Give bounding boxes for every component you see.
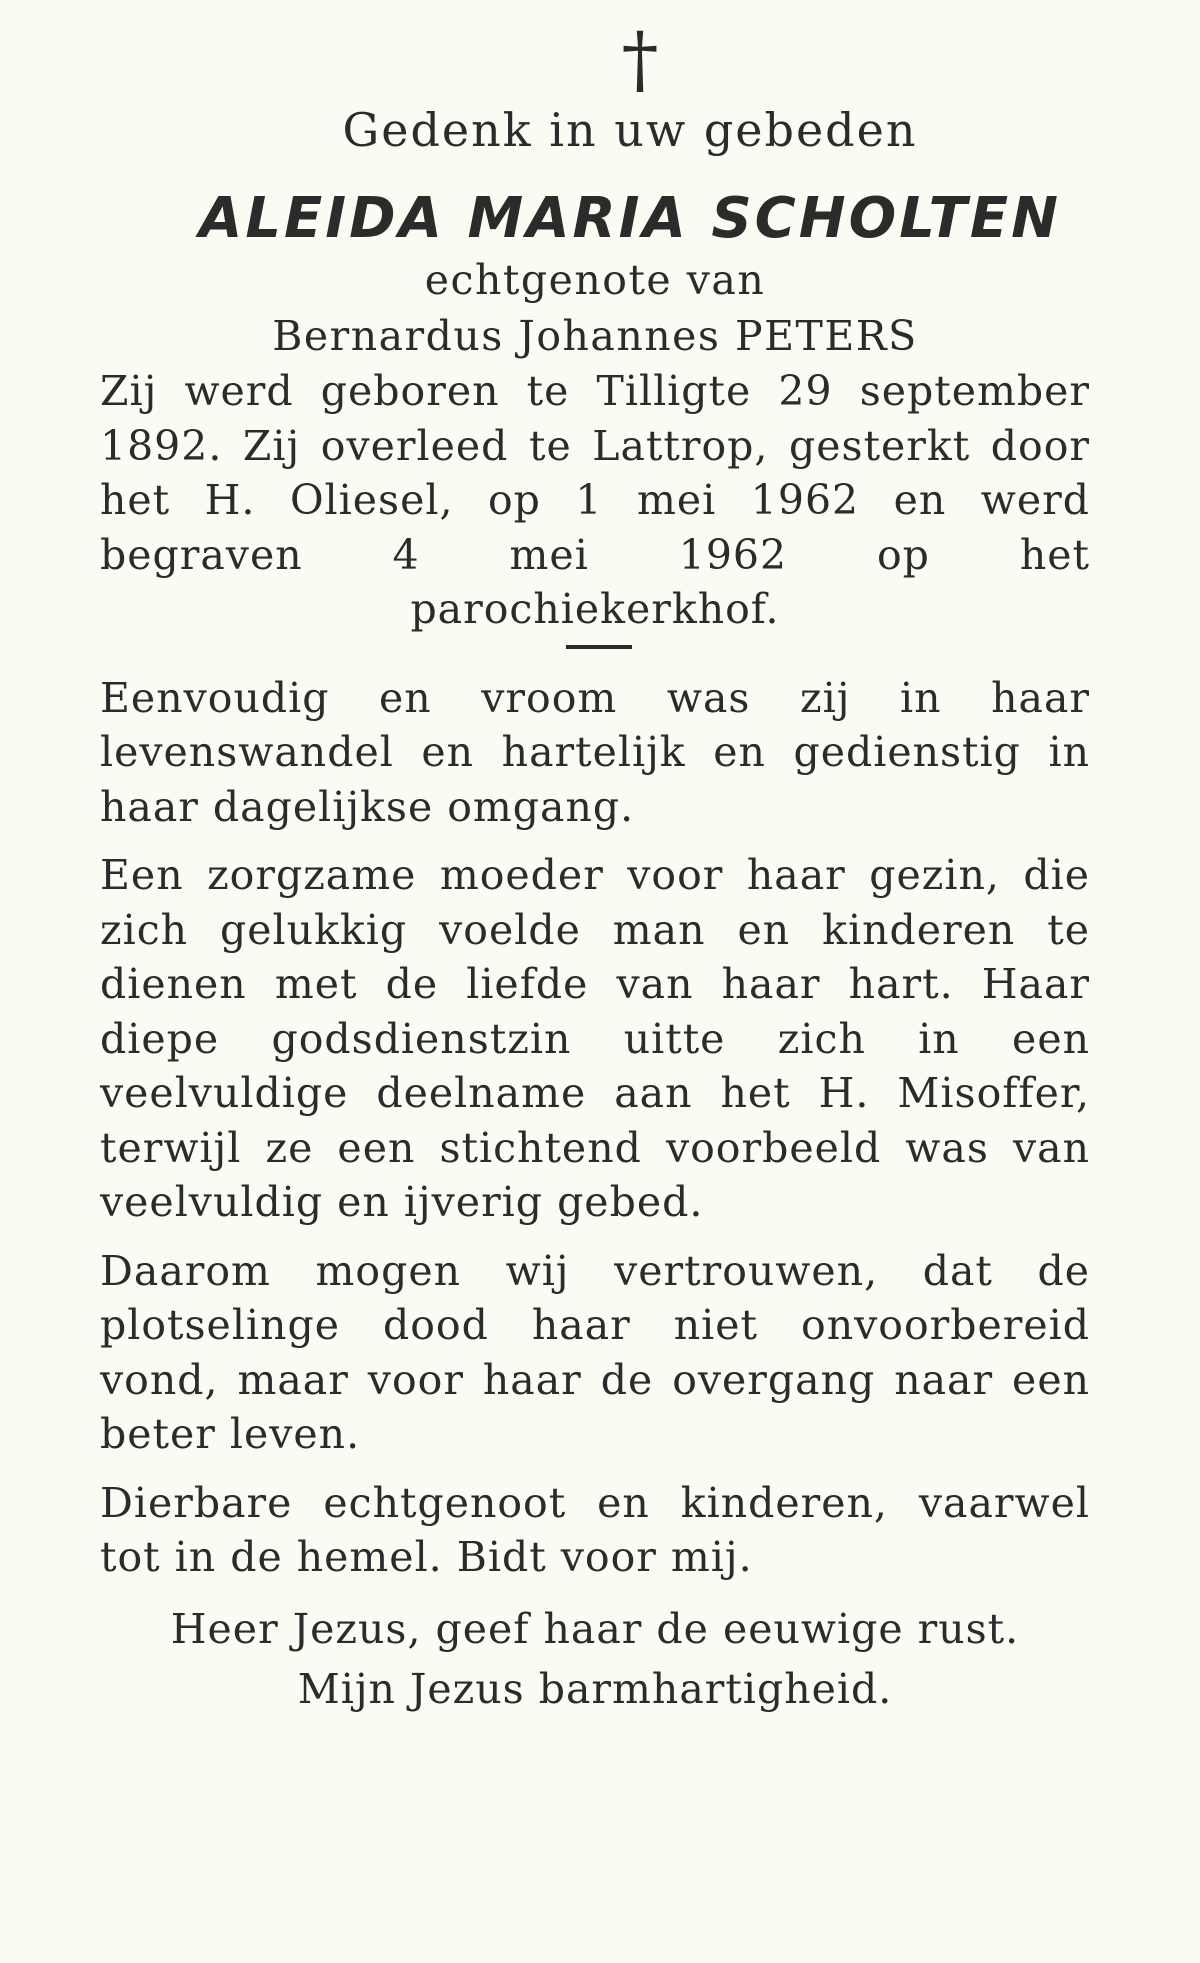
spouse-name: Bernardus Johannes PETERS <box>272 312 918 360</box>
paragraph-trust: Daarom mogen wij vertrouwen, dat de plotselinge dood haar niet onvoorbereid vond, maar voor haar de overgang naar een beter leven. <box>100 1246 1090 1458</box>
paragraph-mother: Een zorgzame moeder voor haar gezin, die zich gelukkig voelde man en kinderen te dienen met de liefde van haar hart. Haar diepe godsdienstzin uitte zich in een veelvuldige deelname aan het H. Misoffer, terwijl ze een stichtend voorbeeld was van veelvuldig en ijverig gebed. <box>100 851 1090 1226</box>
spouse-intro: echtgenote van <box>424 256 766 304</box>
deceased-name: ALEIDA MARIA SCHOLTEN <box>199 186 1061 251</box>
cross-icon: † <box>621 17 659 103</box>
divider <box>566 645 632 649</box>
card-content <box>100 17 1090 1719</box>
closing-prayer: Heer Jezus, geef haar de eeuwige rust. <box>170 1604 1020 1653</box>
biography: Zij werd geboren te Tilligte 29 september 1892. Zij overleed te Lattrop, gesterkt door het H. Oliesel, op 1 mei 1962 en werd begraven 4 mei 1962 op het parochiekerkhof. <box>100 367 1090 633</box>
paragraph-farewell: Dierbare echtgenoot en kinderen, vaarwel tot in de hemel. Bidt voor mij. <box>100 1478 1090 1581</box>
paragraph-character: Eenvoudig en vroom was zij in haar levenswandel en hartelijk en gedienstig in haar dagelijkse omgang. <box>100 673 1090 831</box>
prayer-heading: Gedenk in uw gebeden <box>342 103 918 157</box>
closing-invocation: Mijn Jezus barmhartigheid. <box>297 1664 893 1713</box>
